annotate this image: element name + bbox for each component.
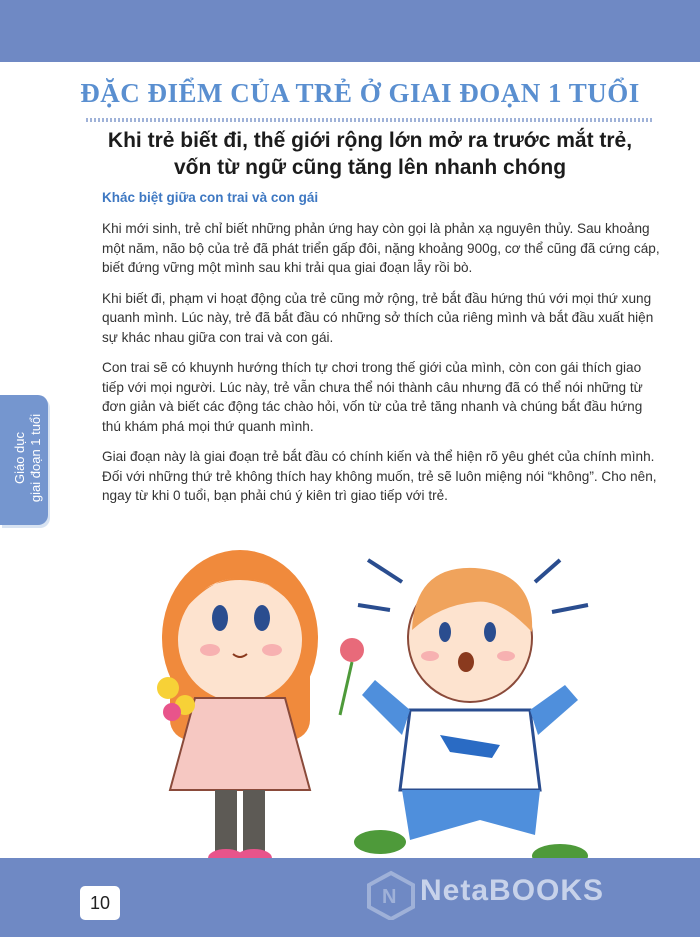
page-subtitle [80,127,660,181]
side-tab-line-1: Giáo dục [12,431,27,485]
watermark-text: NetaBOOKS [420,874,605,907]
title-divider [86,118,654,122]
side-tab-line-2: giai đoạn 1 tuổi [28,413,43,503]
chapter-side-tab-label [12,394,56,522]
page-title: ĐẶC ĐIỂM CỦA TRẺ Ở GIAI ĐOẠN 1 TUỔI [80,78,640,108]
top-color-band [0,0,700,62]
children-illustration [140,520,600,900]
svg-text:N: N [382,886,397,908]
paragraph-2: Khi biết đi, phạm vi hoạt động của trẻ cũng mở rộng, trẻ bắt đầu hứng thú với mọi thứ xung quanh mình. Lúc này, trẻ đã bắt đầu có những sở thích của riêng mình và bắt đầu xuất hiện sự khác nhau giữa con trai và con gái. [102,290,654,345]
paragraph-4: Giai đoạn này là giai đoạn trẻ bắt đầu có chính kiến và thể hiện rõ yêu ghét của chính mình. Đối với những thứ trẻ không thích hay không muốn, trẻ sẽ luôn miệng nói “không”. Cho nên, ngay từ khi 0 tuổi, bạn phải chú ý kiên trì giao tiếp với trẻ. [102,449,657,503]
subtitle-line-1: Khi trẻ biết đi, thế giới rộng lớn mở ra trước mắt trẻ, [107,129,633,152]
paragraph-3: Con trai sẽ có khuynh hướng thích tự chơi trong thế giới của mình, còn con gái thích giao tiếp với mọi người. Lúc này, trẻ vẫn chưa thể nói thành câu nhưng đã có thể nói những từ đơn giản và biết các động tác chào hỏi, vốn từ của trẻ tăng nhanh và chúng bắt đầu hứng thú khám phá mọi thứ quanh mình. [102,360,643,434]
boy-figure [354,560,588,868]
body-text [102,219,660,517]
girl-figure [157,550,364,867]
paragraph-1: Khi mới sinh, trẻ chỉ biết những phản ứng hay còn gọi là phản xạ nguyên thủy. Sau khoảng một năm, não bộ của trẻ đã phát triển gấp đôi, nặng khoảng 900g, cơ thể cũng đã cứng cáp, biết đứng vững một mình sau khi trải qua giai đoạn lẫy rồi bò. [102,221,660,275]
page-number: 10 [80,886,120,920]
section-heading: Khác biệt giữa con trai và con gái [102,190,319,205]
subtitle-line-2: vốn từ ngữ cũng tăng lên nhanh chóng [173,156,567,179]
